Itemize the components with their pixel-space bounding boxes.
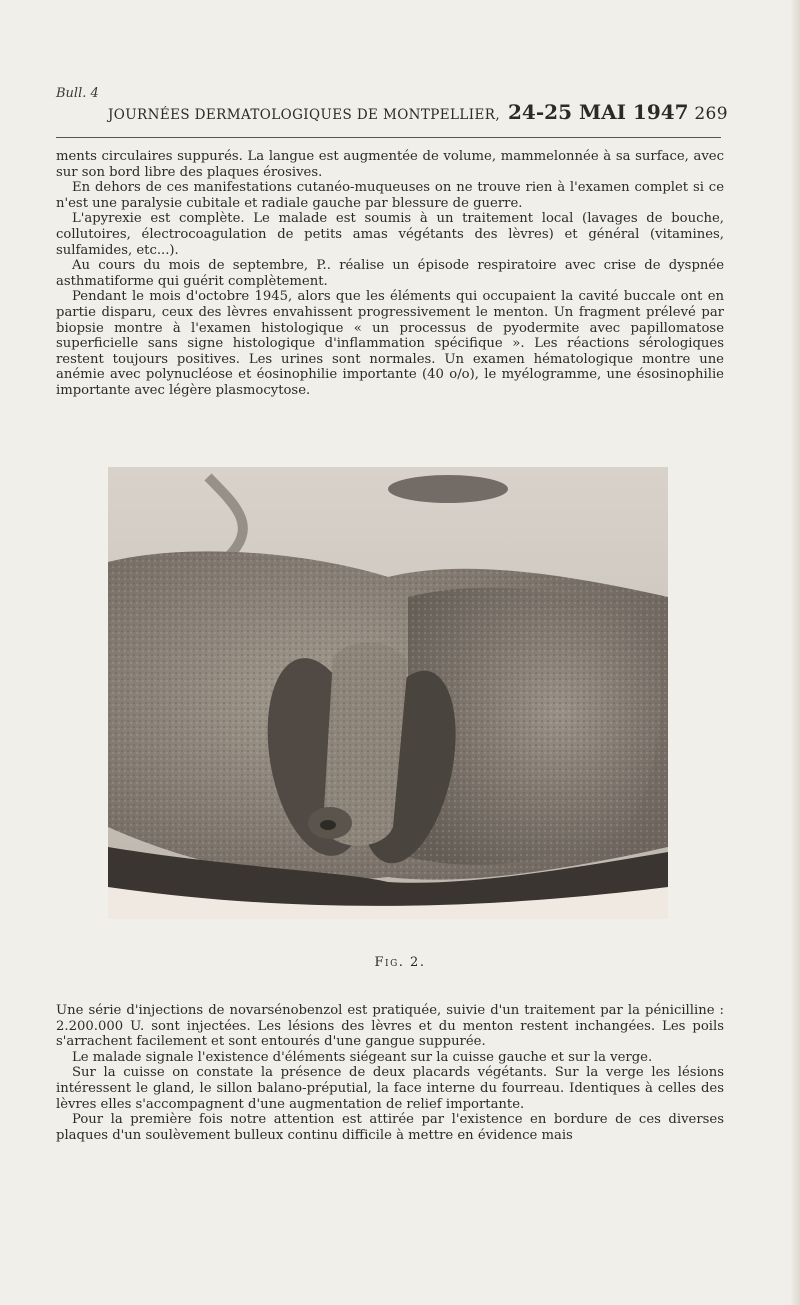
paragraph: En dehors de ces manifestations cutanéo-muqueuses on ne trouve rien à l'examen complet si ce n'est une paralysie cubitale et radiale gauche par blessure de guerre. [56, 180, 724, 211]
paragraph: ments circulaires suppurés. La langue est augmentée de volume, mammelonnée à sa surface, avec sur son bord libre des plaques érosives. [56, 149, 724, 180]
header-rule [56, 137, 721, 138]
paragraph: Le malade signale l'existence d'éléments siégeant sur la cuisse gauche et sur la verge. [72, 1049, 653, 1065]
journal-title: JOURNÉES DERMATOLOGIQUES DE MONTPELLIER, [108, 107, 501, 123]
running-header [108, 100, 728, 124]
text-block-top [56, 149, 724, 399]
page-number: 269 [694, 104, 728, 124]
bulletin-mark: Bull. 4 [56, 86, 99, 101]
paragraph: Pendant le mois d'octobre 1945, alors que les éléments qui occupaient la cavité buccale ont en partie disparu, ceux des lèvres envahissent progressivement le menton. Un fragment prélevé par biopsie montre à l'examen histologique « un processus de pyodermite avec papillomatose superficielle sans signe histologique d'inflammation spécifique ». Les réactions sérologiques restent toujours positives. Les urines sont normales. Un examen hématologique montre une anémie avec polynucléose et éosinophilie importante (40 o/o), le myélogramme, une ésosinophilie importante avec légère plasmocytose. [56, 289, 724, 398]
text-block-bottom [56, 1003, 724, 1143]
paragraph: Sur la cuisse on constate la présence de deux placards végétants. Sur la verge les lésions intéressent le gland, le sillon balano-préputial, la face interne du fourreau. Identiques à celles des lèvres elles s'accompagnent d'une augmentation de relief importante. [56, 1065, 724, 1112]
journal-dates: 24-25 MAI 1947 [508, 100, 689, 124]
paragraph: Au cours du mois de septembre, P.. réalise un épisode respiratoire avec crise de dyspnée asthmatiforme qui guérit complètement. [56, 258, 724, 289]
photograph-image [108, 467, 668, 919]
figure-caption: Fig. 2. [374, 955, 426, 970]
paragraph: L'apyrexie est complète. Le malade est soumis à un traitement local (lavages de bouche, collutoires, électrocoagulation de petits amas végétants des lèvres) et général (vitamines, sulfamides, etc...). [56, 211, 724, 258]
clinical-photograph [108, 467, 668, 919]
paragraph: Pour la première fois notre attention est attirée par l'existence en bordure de ces diverses plaques d'un soulèvement bulleux continu difficile à mettre en évidence mais [56, 1112, 724, 1143]
page-edge-shadow [790, 0, 800, 1305]
paragraph: Une série d'injections de novarsénobenzol est pratiquée, suivie d'un traitement par la pénicilline : 2.200.000 U. sont injectées. Les lésions des lèvres et du menton restent inchangées. Les poils s'arrachent facilement et sont entourés d'une gangue suppurée. [56, 1003, 724, 1050]
